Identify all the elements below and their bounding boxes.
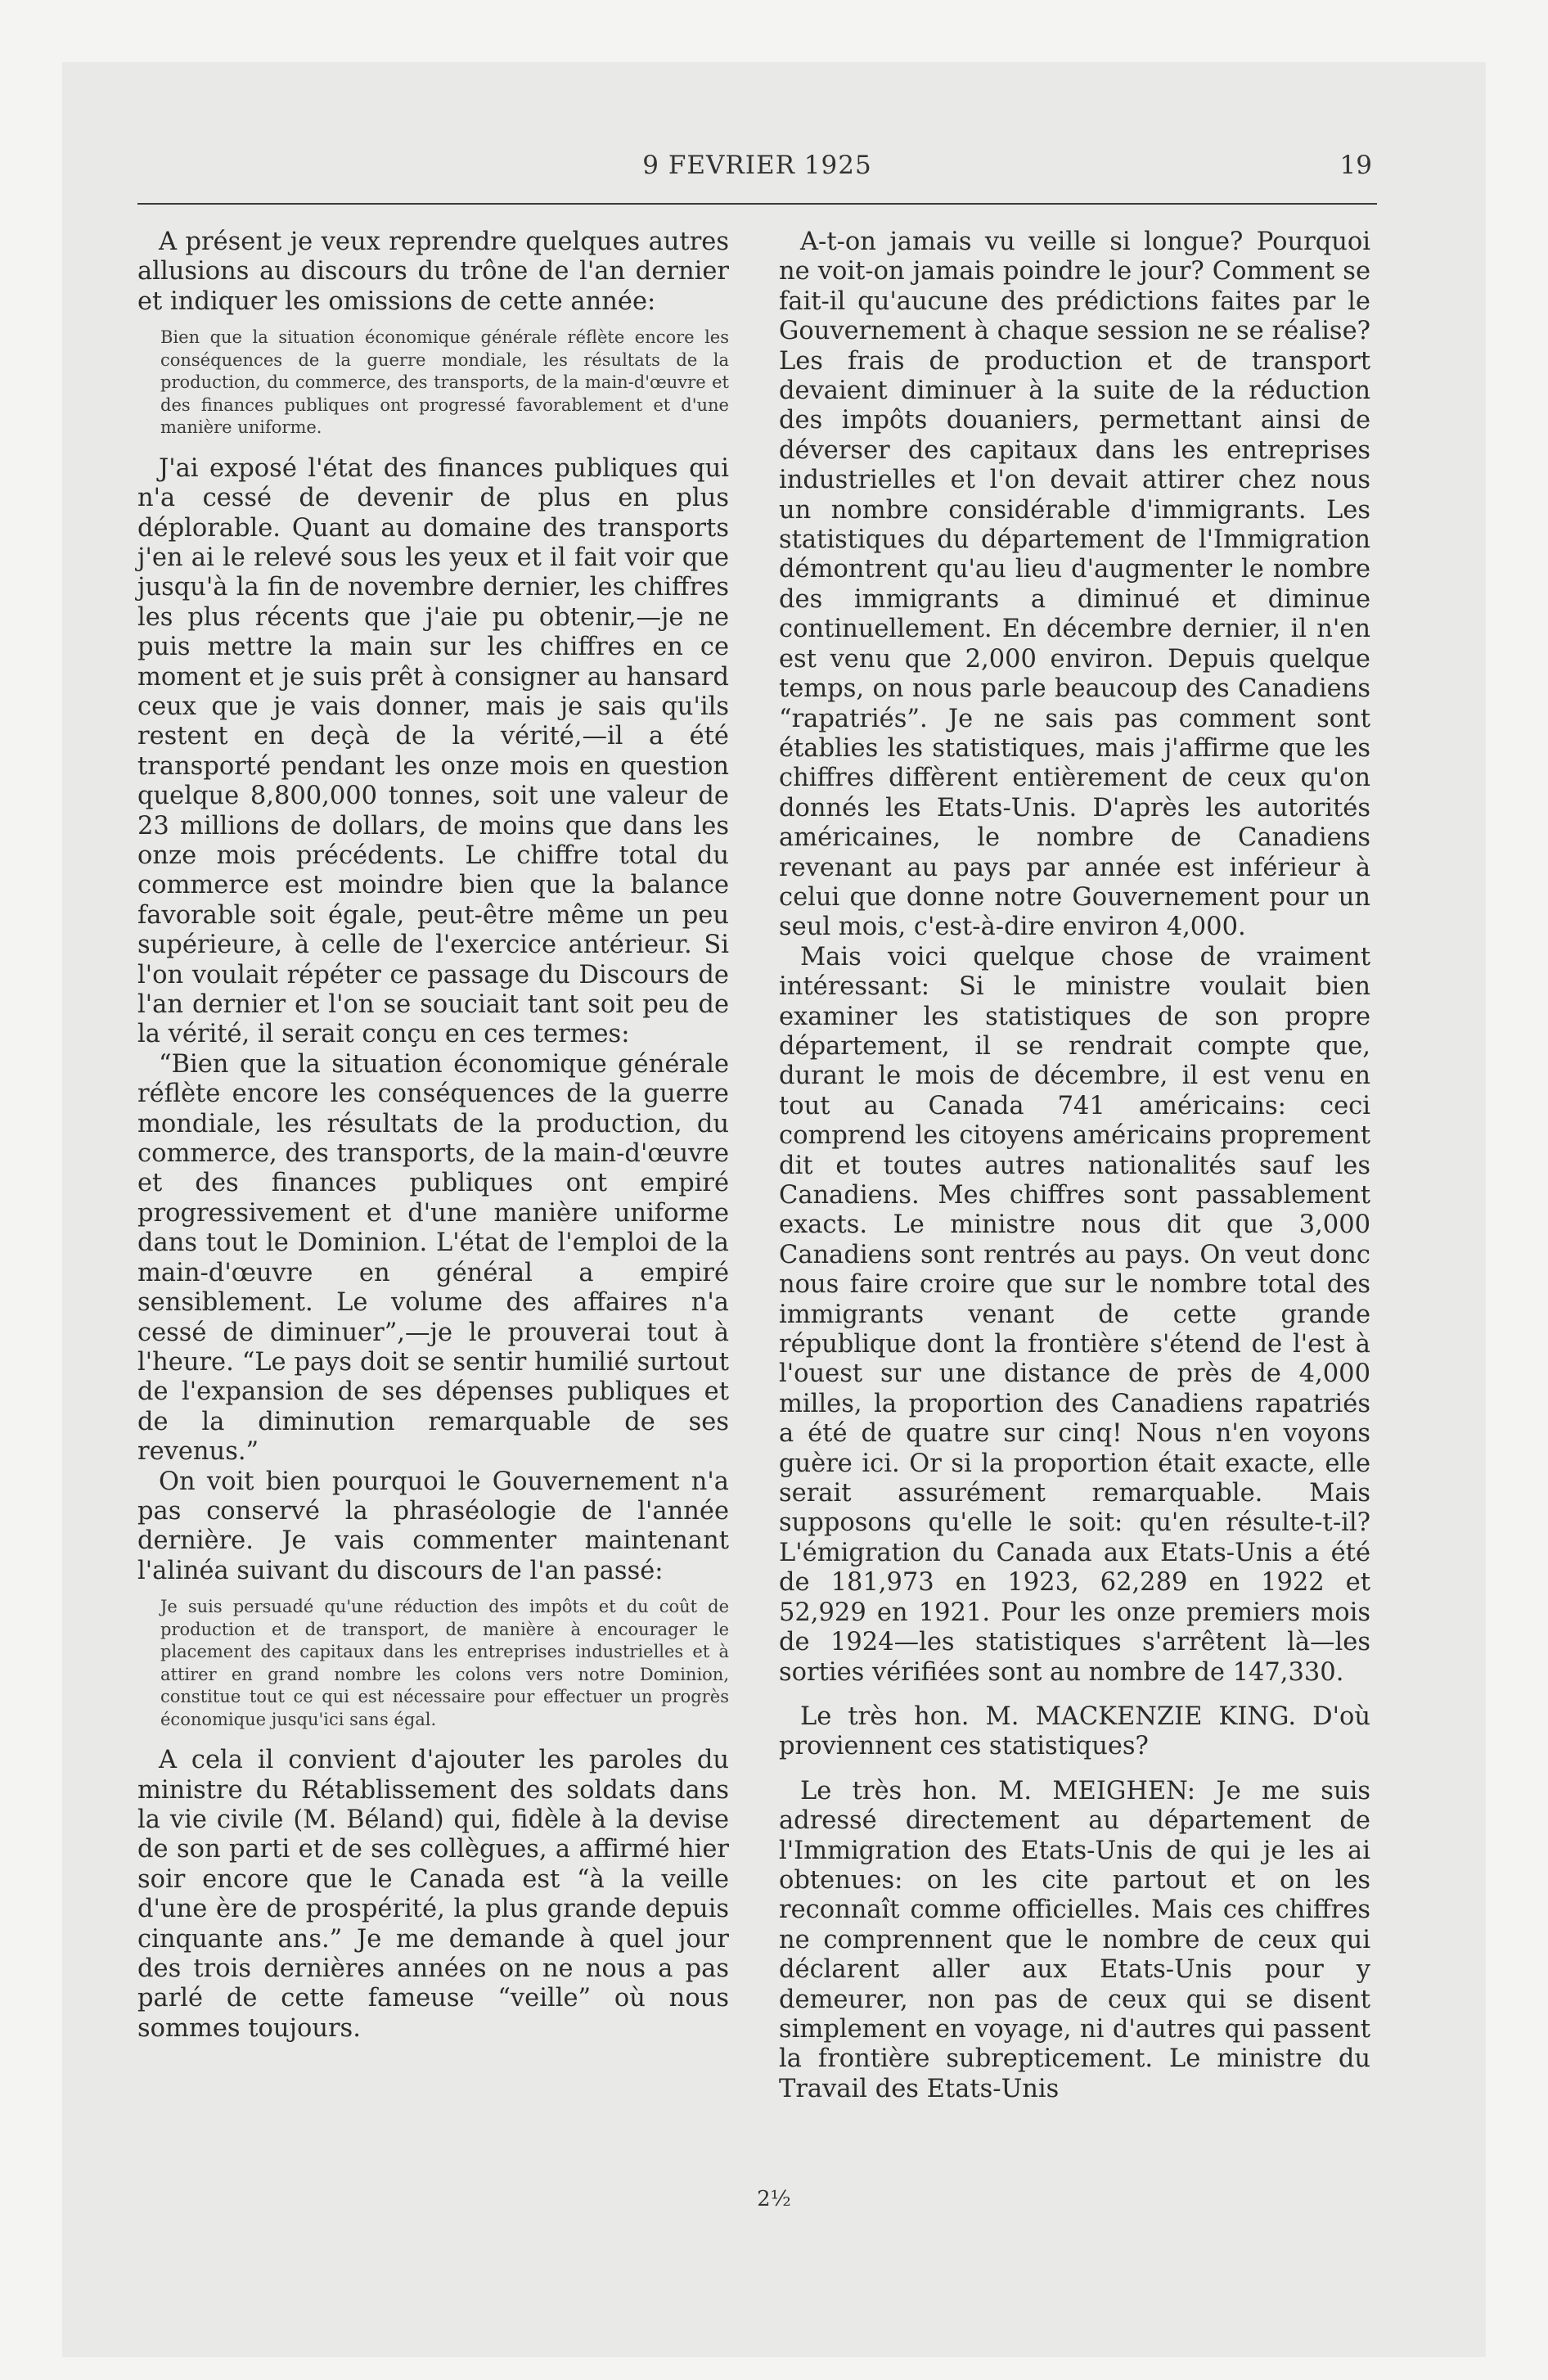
signature-mark: 2½ [757, 2187, 791, 2211]
header-rule [137, 203, 1377, 205]
page-header [137, 151, 1377, 188]
paragraph: On voit bien pourquoi le Gouvernement n'a pas conservé la phraséologie de l'année dernière. Je vais commenter maintenant l'alinéa suivant du discours de l'an passé: [137, 1467, 729, 1585]
block-quote: Bien que la situation économique générale réflète encore les conséquences de la guerre mondiale, les résultats de la production, du commerce, des transports, de la main-d'œuvre et des finances publiques ont progressé favorablement et d'une manière uniforme. [160, 327, 729, 438]
page-number: 19 [1339, 151, 1372, 180]
paragraph: A présent je veux reprendre quelques autres allusions au discours du trône de l'an dernier et indiquer les omissions de cette année: [137, 228, 729, 316]
left-column [137, 228, 729, 2044]
block-quote: Je suis persuadé qu'une réduction des impôts et du coût de production et de transport, de manière à encourager le placement des capitaux dans les entreprises industrielles et à attirer en grand nombre les colons vers notre Dominion, constitue tout ce qui est nécessaire pour effectuer un progrès économique jusqu'ici sans égal. [160, 1597, 729, 1729]
header-date: 9 FEVRIER 1925 [642, 151, 872, 180]
paragraph: Mais voici quelque chose de vraiment intéressant: Si le ministre voulait bien examiner les statistiques de son propre département, il se rendrait compte que, durant le mois de décembre, il est venu en tout au Canada 741 américains: ceci comprend les citoyens américains proprement dit et toutes autres nationalités sauf les Canadiens. Mes chiffres sont passablement exacts. Le ministre nous dit que 3,000 Canadiens sont rentrés au pays. On veut donc nous faire croire que sur le nombre total des immigrants venant de cette grande république dont la frontière s'étend de l'est à l'ouest sur une distance de près de 4,000 milles, la proportion des Canadiens rapatriés a été de quatre sur cinq! Nous n'en voyons guère ici. Or si la proportion était exacte, elle serait assurément remarquable. Mais supposons qu'elle le soit: qu'en résulte-t-il? L'émigration du Canada aux Etats-Unis a été de 181,973 en 1923, 62,289 en 1922 et 52,929 en 1921. Pour les onze premiers mois de 1924—les statistiques s'arrêtent là—les sorties vérifiées sont au nombre de 147,330. [779, 942, 1370, 1687]
speaker-paragraph: Le très hon. M. MEIGHEN: Je me suis adressé directement au département de l'Immigration des Etats-Unis de qui je les ai obtenues: on les cite partout et on les reconnaît comme officielles. Mais ces chiffres ne comprennent que le nombre de ceux qui déclarent aller aux Etats-Unis pour y demeurer, non pas de ceux qui se disent simplement en voyage, ni d'autres qui passent la frontière subrepticement. Le ministre du Travail des Etats-Unis [779, 1776, 1370, 2103]
paragraph: A cela il convient d'ajouter les paroles du ministre du Rétablissement des soldats dans la vie civile (M. Béland) qui, fidèle à la devise de son parti et de ses collègues, a affirmé hier soir encore que le Canada est “à la veille d'une ère de prospérité, la plus grande depuis cinquante ans.” Je me demande à quel jour des trois dernières années on ne nous a pas parlé de cette fameuse “veille” où nous sommes toujours. [137, 1746, 729, 2043]
paragraph: A-t-on jamais vu veille si longue? Pourquoi ne voit-on jamais poindre le jour? Comment se fait-il qu'aucune des prédictions faites par le Gouvernement à chaque session ne se réalise? Les frais de production et de transport devaient diminuer à la suite de la réduction des impôts douaniers, permettant ainsi de déverser des capitaux dans les entreprises industrielles et l'on devait attirer chez nous un nombre considérable d'immigrants. Les statistiques du département de l'Immigration démontrent qu'au lieu d'augmenter le nombre des immigrants a diminué et diminue continuellement. En décembre dernier, il n'en est venu que 2,000 environ. Depuis quelque temps, on nous parle beaucoup des Canadiens “rapatriés”. Je ne sais pas comment sont établies les statistiques, mais j'affirme que les chiffres diffèrent entièrement de ceux qu'on donnés les Etats-Unis. D'après les autorités américaines, le nombre de Canadiens revenant au pays par année est inférieur à celui que donne notre Gouvernement pour un seul mois, c'est-à-dire environ 4,000. [779, 228, 1370, 942]
paragraph: J'ai exposé l'état des finances publiques qui n'a cessé de devenir de plus en plus déplorable. Quant au domaine des transports j'en ai le relevé sous les yeux et il fait voir que jusqu'à la fin de novembre dernier, les chiffres les plus récents que j'aie pu obtenir,—je ne puis mettre la main sur les chiffres en ce moment et je suis prêt à consigner au hansard ceux que je vais donner, mais je sais qu'ils restent en deçà de la vérité,—il a été transporté pendant les onze mois en question quelque 8,800,000 tonnes, soit une valeur de 23 millions de dollars, de moins que dans les onze mois précédents. Le chiffre total du commerce est moindre bien que la balance favorable soit égale, peut-être même un peu supérieure, à celle de l'exercice antérieur. Si l'on voulait répéter ce passage du Discours de l'an dernier et l'on se souciait tant soit peu de la vérité, il serait conçu en ces termes: [137, 453, 729, 1049]
speaker-paragraph: Le très hon. M. MACKENZIE KING. D'où proviennent ces statistiques? [779, 1702, 1370, 1761]
right-column [779, 228, 1370, 2104]
paragraph: “Bien que la situation économique générale réflète encore les conséquences de la guerre mondiale, les résultats de la production, du commerce, des transports, de la main-d'œuvre et des finances publiques ont empiré progressivement et d'une manière uniforme dans tout le Dominion. L'état de l'emploi de la main-d'œuvre en général a empiré sensiblement. Le volume des affaires n'a cessé de diminuer”,—je le prouverai tout à l'heure. “Le pays doit se sentir humilié surtout de l'expansion de ses dépenses publiques et de la diminution remarquable de ses revenus.” [137, 1049, 729, 1467]
